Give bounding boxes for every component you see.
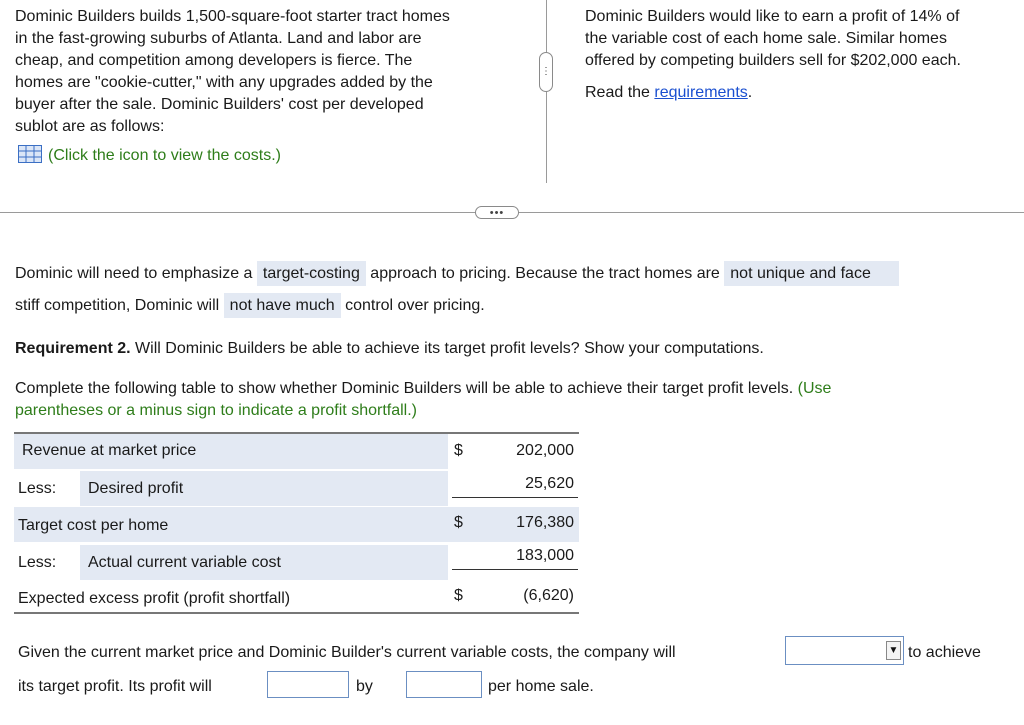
read-requirements — [585, 82, 1015, 104]
requirement-2 — [15, 340, 764, 358]
row-label: Desired profit — [88, 480, 184, 497]
table-value[interactable]: 183,000 — [516, 547, 574, 564]
intro-line: buyer after the sale. Dominic Builders' cost per developed — [15, 96, 424, 113]
vertical-resize-handle[interactable]: ⋮ — [539, 52, 553, 92]
table-value[interactable]: (6,620) — [523, 587, 574, 604]
subtotal-underline — [452, 569, 578, 570]
details-line: the variable cost of each home sale. Similar homes — [585, 30, 947, 47]
table-instruction — [15, 378, 1015, 422]
conclusion-text: its target profit. Its profit will — [18, 678, 212, 695]
answer-target-costing[interactable]: target-costing — [257, 261, 366, 286]
currency-sign: $ — [454, 587, 463, 604]
intro-text: control over pricing. — [345, 297, 485, 314]
less-label: Less: — [18, 480, 57, 497]
table-value[interactable]: 176,380 — [516, 514, 574, 531]
less-label: Less: — [18, 554, 57, 571]
subtotal-underline — [452, 497, 578, 498]
requirement-label: Requirement 2. — [15, 340, 131, 357]
intro-line: cheap, and competition among developers is fierce. The — [15, 52, 413, 69]
conclusion-text: Given the current market price and Dominic Builder's current variable costs, the company will — [18, 644, 676, 661]
problem-details — [585, 6, 1015, 104]
intro-text: Dominic will need to emphasize a — [15, 265, 253, 282]
dropdown-arrow-icon[interactable]: ▼ — [886, 641, 901, 660]
row-label: Revenue at market price — [22, 442, 197, 459]
will-or-wont-dropdown[interactable] — [785, 636, 904, 665]
answer-not-unique[interactable]: not unique and face — [724, 261, 899, 286]
profit-amount-input[interactable] — [406, 671, 482, 698]
row-label: Expected excess profit (profit shortfall) — [18, 590, 291, 607]
details-line: Dominic Builders would like to earn a profit of 14% of — [585, 8, 960, 25]
answer-not-have-much[interactable]: not have much — [224, 293, 341, 318]
instruction-hint: (Use — [797, 380, 832, 397]
intro-text: approach to pricing. Because the tract homes are — [370, 265, 720, 282]
view-costs-link[interactable] — [18, 145, 281, 165]
table-grid-icon[interactable] — [18, 145, 42, 163]
instruction-hint: parentheses or a minus sign to indicate a profit shortfall.) — [15, 402, 417, 419]
intro-line: homes are "cookie-cutter," with any upgrades added by the — [15, 74, 433, 91]
intro-line: Dominic Builders builds 1,500-square-foot starter tract homes — [15, 8, 450, 25]
table-value[interactable]: 202,000 — [516, 442, 574, 459]
table-bottom-border — [14, 612, 579, 614]
requirements-link[interactable]: requirements — [654, 84, 748, 101]
read-prefix: Read the — [585, 84, 650, 101]
table-value[interactable]: 25,620 — [525, 475, 574, 492]
by-label: by — [356, 678, 373, 695]
details-line: offered by competing builders sell for $202,000 each. — [585, 52, 961, 69]
instruction-text: Complete the following table to show whether Dominic Builders will be able to achieve their target profit levels. — [15, 380, 794, 397]
conclusion-text: to achieve — [908, 644, 981, 661]
view-costs-label[interactable]: (Click the icon to view the costs.) — [48, 147, 281, 164]
currency-sign: $ — [454, 514, 463, 531]
read-suffix: . — [747, 84, 753, 101]
conclusion-text: per home sale. — [488, 678, 594, 695]
answer-intro — [15, 258, 1015, 322]
horizontal-resize-handle[interactable]: ••• — [475, 206, 519, 219]
row-label: Target cost per home — [18, 517, 169, 534]
currency-sign: $ — [454, 442, 463, 459]
requirement-text: Will Dominic Builders be able to achieve its target profit levels? Show your computations. — [135, 340, 764, 357]
intro-text: stiff competition, Dominic will — [15, 297, 220, 314]
profit-direction-input[interactable] — [267, 671, 349, 698]
intro-line: sublot are as follows: — [15, 118, 165, 135]
problem-intro — [15, 6, 535, 138]
intro-line: in the fast-growing suburbs of Atlanta. Land and labor are — [15, 30, 422, 47]
row-label: Actual current variable cost — [88, 554, 281, 571]
